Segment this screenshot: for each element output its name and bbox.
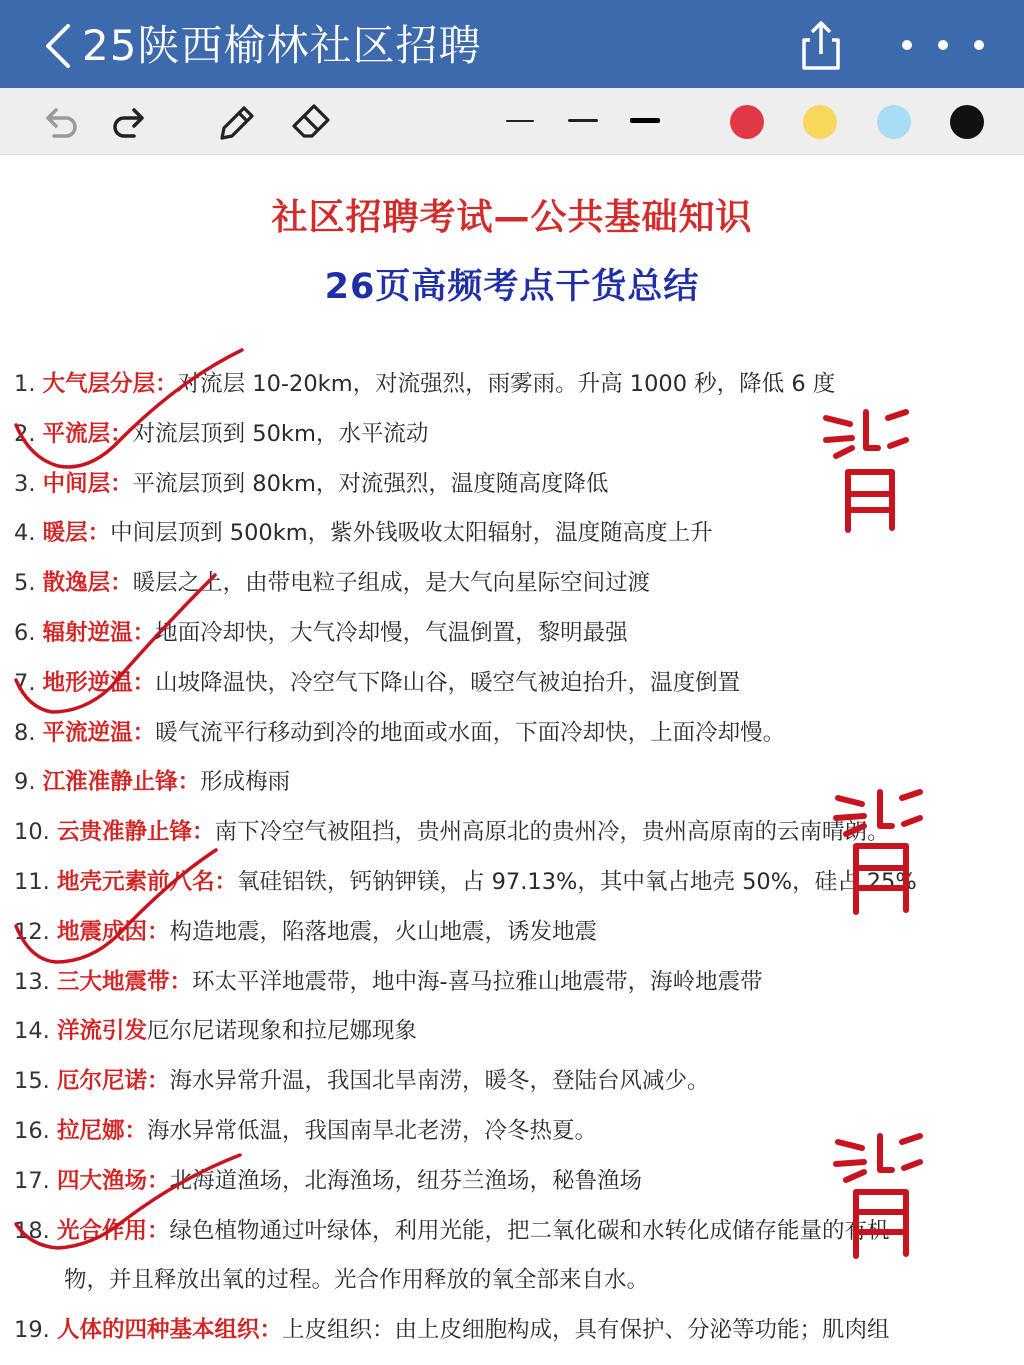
item-number: 16. [14,1118,50,1144]
list-item [14,815,889,849]
item-body: 形成梅雨 [200,769,291,796]
color-swatch-red[interactable] [730,105,764,139]
item-term: 地形逆温： [42,669,156,696]
item-number: 7. [14,669,36,696]
item-body: 地面冷却快，大气冷却慢，气温倒置，黎明最强 [155,620,628,646]
color-swatch-black[interactable] [950,105,984,139]
list-item [14,1313,889,1347]
list-item [14,666,740,700]
undo-button[interactable] [38,100,82,144]
chevron-left-icon [40,22,80,70]
list-item [14,1064,709,1098]
item-number: 10. [14,819,50,846]
item-number: 8. [14,719,36,746]
list-item [14,566,650,600]
list-item [14,1014,417,1048]
item-term: 辐射逆温： [42,620,156,646]
item-term: 地壳元素前八名： [56,869,237,895]
color-swatch-yellow[interactable] [803,105,837,139]
more-dot-icon [902,40,912,50]
list-item [14,616,628,650]
item-body: 环太平洋地震带，地中海-喜马拉雅山地震带，海岭地震带 [191,968,763,995]
item-term: 大气层分层： [42,371,178,397]
item-body: 暖层之上，由带电粒子组成，是大气向星际空间过渡 [132,570,651,597]
list-item [14,417,428,451]
item-number: 4. [14,520,36,547]
item-term: 平流逆温： [42,719,156,746]
item-term: 厄尔尼诺： [56,1068,170,1095]
item-body: 海水异常低温，我国南旱北老涝，冷冬热夏。 [146,1118,597,1144]
window-title: 25陕西榆林社区招聘 [82,21,482,70]
undo-icon [38,100,82,144]
item-number: 15. [14,1068,50,1095]
share-button[interactable] [796,18,846,72]
item-number: 1. [14,371,36,397]
item-term: 三大地震带： [56,968,192,995]
item-body: 厄尔尼诺现象和拉尼娜现象 [146,1018,417,1045]
item-term: 云贵准静止锋： [56,819,215,846]
stroke-medium-button[interactable] [568,119,598,122]
item-number: 2. [14,420,36,447]
item-term: 四大渔场： [56,1167,170,1194]
list-item [14,765,290,799]
title-bar [0,0,1024,88]
color-swatch-light-blue[interactable] [877,105,911,139]
item-number: 19. [14,1317,50,1344]
list-item [14,1164,642,1198]
stroke-thick-button[interactable] [630,118,660,123]
item-term: 江淮准静止锋： [42,769,201,796]
item-body: 构造地震，陷落地震，火山地震，诱发地震 [169,918,597,945]
more-dot-icon [974,40,984,50]
item-number: 18. [14,1217,50,1244]
item-body: 对流层 10-20km，对流强烈，雨雾雨。升高 1000 秒，降低 6 度 [177,371,836,397]
item-number: 13. [14,968,50,995]
item-term: 拉尼娜： [56,1118,147,1144]
pencil-icon [214,100,258,144]
item-number: 9. [14,769,36,796]
list-item [14,1114,597,1148]
item-term: 地震成因： [56,918,170,945]
item-term: 平流层： [42,420,133,447]
list-item [14,1214,889,1248]
item-term: 洋流引发 [56,1018,147,1045]
document-subtitle: 26页高频考点干货总结 [324,267,700,307]
item-number: 6. [14,620,36,646]
item-body: 山坡降温快，冷空气下降山谷，暖空气被迫抬升，温度倒置 [155,669,741,696]
list-item [14,865,917,899]
item-body: 海水异常升温，我国北旱南涝，暖冬，登陆台风减少。 [169,1068,710,1095]
list-item [14,965,763,999]
pen-tool-button[interactable] [214,100,258,144]
more-dot-icon [938,40,948,50]
item-body: 暖气流平行移动到冷的地面或水面，下面冷却快，上面冷却慢。 [155,719,786,746]
item-term: 暖层： [42,520,111,547]
eraser-tool-button[interactable] [290,100,334,144]
handwritten-note-1 [826,412,906,530]
redo-button[interactable] [108,100,152,144]
item-number: 14. [14,1018,50,1045]
item-body: 绿色植物通过叶绿体，利用光能，把二氧化碳和水转化成储存能量的有机 [169,1217,890,1244]
redo-icon [108,100,152,144]
item-number: 12. [14,918,50,945]
eraser-icon [290,100,334,144]
item-body: 平流层顶到 80km，对流强烈，温度随高度降低 [132,470,609,497]
more-options-button[interactable] [892,30,992,60]
item-term: 光合作用： [56,1217,170,1244]
item-number: 5. [14,570,36,597]
list-item [14,367,835,401]
item-term: 散逸层： [42,570,133,597]
item-number: 3. [14,470,36,497]
list-item [14,716,785,750]
item-number: 11. [14,869,50,895]
item-body: 上皮组织：由上皮细胞构成，具有保护、分泌等功能；肌肉组 [281,1317,890,1344]
stroke-thin-button[interactable] [506,120,534,122]
item-continuation: 物，并且释放出氧的过程。光合作用释放的氧全部来自水。 [64,1266,650,1293]
item-number: 17. [14,1167,50,1194]
item-body: 氧硅铝铁，钙钠钾镁，占 97.13%，其中氧占地壳 50%，硅占 25% [236,869,917,895]
back-button[interactable] [40,22,80,70]
item-body: 中间层顶到 500km，紫外钱吸收太阳辐射，温度随高度上升 [110,520,713,547]
item-body: 北海道渔场，北海渔场，纽芬兰渔场，秘鲁渔场 [169,1167,642,1194]
item-body: 对流层顶到 50km，水平流动 [132,420,429,447]
annotation-toolbar [0,88,1024,155]
item-body: 南下冷空气被阻挡，贵州高原北的贵州冷，贵州高原南的云南晴朗。 [214,819,890,846]
list-item [14,915,597,949]
share-icon [796,18,846,72]
list-item [14,467,608,501]
document-title: 社区招聘考试—公共基础知识 [271,197,753,238]
item-term: 人体的四种基本组织： [56,1317,282,1344]
item-term: 中间层： [42,470,133,497]
list-item [14,516,713,550]
